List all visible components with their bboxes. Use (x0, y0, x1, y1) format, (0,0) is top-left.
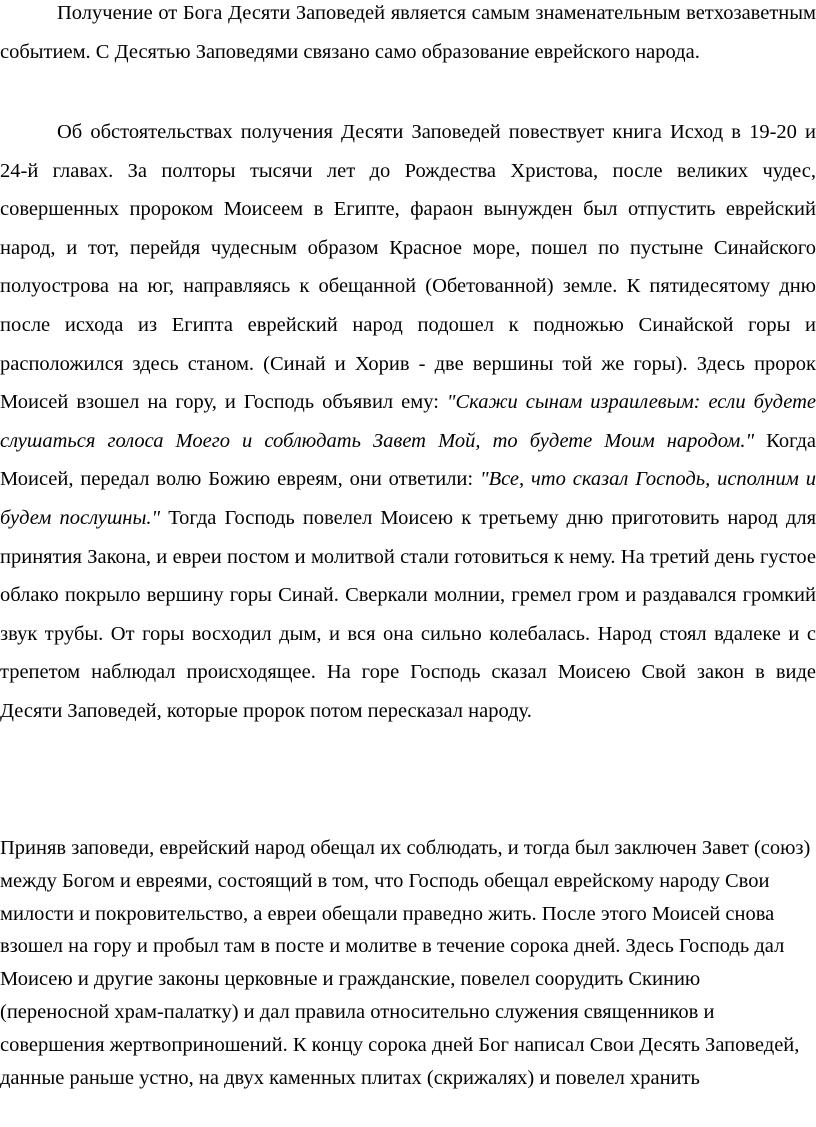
paragraph-2-text-b: Когда Моисей, передал волю Божию евреям, они ответили: (0, 429, 816, 491)
paragraph-2 (0, 113, 816, 731)
paragraph-1: Получение от Бога Десяти Заповедей является самым знаменательным ветхозаветным событием. С Десятью Заповедями связано само образование еврейского народа. (0, 2, 816, 63)
quote-people-answer: "Все, что сказал Господь, исполним и будем послушны." (0, 468, 816, 529)
quote-covenant: "Скажи сынам израилевым: если будете слушаться голоса Моего и соблюдать Завет Мой, то будете Моим народом." (0, 391, 816, 452)
paragraph-2-text-c: Тогда Господь повелел Моисею к третьему дню приготовить народ для принятия Закона, и евреи постом и молитвой стали готовиться к нему. На третий день густое облако покрыло вершину горы Синай. Сверкали молнии, гремел гром и раздавался громкий звук трубы. От горы восходил дым, и вся она сильно колебалась. Народ стоял вдалеке и с трепетом наблюдал происходящее. На горе Господь сказал Моисею Свой закон в виде Десяти Заповедей, которые пророк потом пересказал народу. (0, 506, 816, 722)
paragraph-3: Приняв заповеди, еврейский народ обещал их соблюдать, и тогда был заключен Завет (союз) между Богом и евреями, состоящий в том, что Господь обещал еврейскому народу Свои милости и покровительство, а евреи обещали праведно жить. После этого Моисей снова взошел на гору и пробыл там в посте и молитве в течение сорока дней. Здесь Господь дал Моисею и другие законы церковные и гражданские, повелел соорудить Скинию (переносной храм-палатку) и дал правила относительно служения священников и совершения жертвоприношений. К концу сорока дней Бог написал Свои Десять Заповедей, данные раньше устно, на двух каменных плитах (скрижалях) и повелел хранить (0, 837, 811, 1089)
paragraph-2-text-a: Об обстоятельствах получения Десяти Заповедей повествует книга Исход в 19-20 и 24-й главах. За полторы тысячи лет до Рождества Христова, после великих чудес, совершенных пророком Моисеем в Египте, фараон вынужден был отпустить еврейский народ, и тот, перейдя чудесным образом Красное море, пошел по пустыне Синайского полуострова на юг, направляясь к обещанной (Обетованной) земле. К пятидесятому дню после исхода из Египта еврейский народ подошел к подножью Синайской горы и расположился здесь станом. (Синай и Хорив - две вершины той же горы). Здесь пророк Моисей взошел на гору, и Господь объявил ему: (0, 121, 816, 414)
